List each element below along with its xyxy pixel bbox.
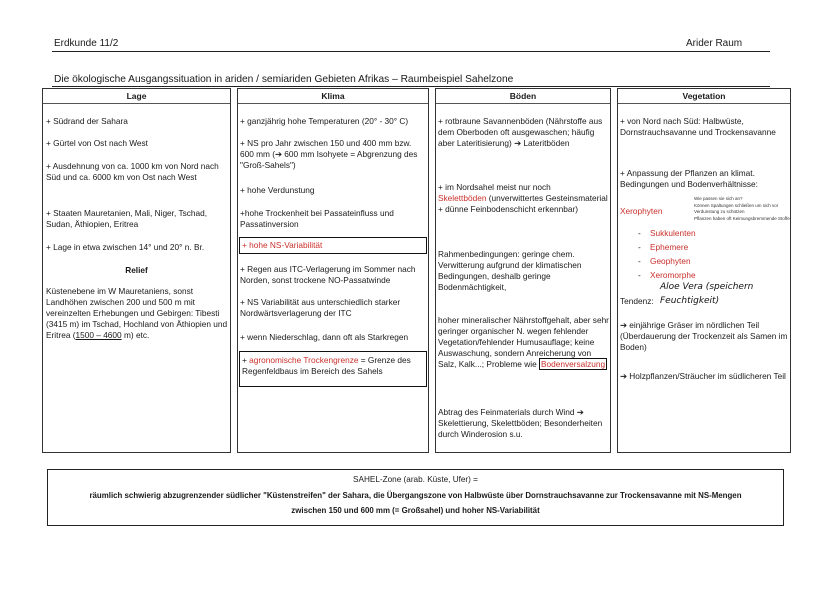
column-lage — [42, 88, 231, 453]
klima-item-7: + wenn Niederschlag, dann oft als Starkregen — [240, 332, 409, 342]
column-boeden — [435, 88, 611, 453]
title-rule — [52, 86, 770, 87]
klima-item-6: + NS Variabilität aus unterschiedlich starker Nordwärtsverlagerung der ITC — [240, 297, 401, 318]
lage-item-5: + Lage in etwa zwischen 14° und 20° n. Br. — [46, 242, 205, 252]
klima-item-2: + NS pro Jahr zwischen 150 und 400 mm bzw. 600 mm (➔ 600 mm Isohyete = Abgrenzung des "Groß-Sahels") — [240, 138, 418, 170]
sahel-definition-box — [47, 469, 784, 526]
boeden-item-2: + im Nordsahel meist nur noch Skelettböden (unverwittertes Gesteinsmaterial + dünne Feinbodenschicht erkennbar) — [438, 182, 608, 214]
dash-item-4: - Xeromorphe — [638, 270, 696, 280]
xerophyten-term: Xerophyten — [620, 206, 663, 216]
sahel-line-3: zwischen 150 und 600 mm (= Großsahel) und hoher NS-Variabilität — [291, 506, 540, 515]
column-heading-lage: Lage — [43, 89, 230, 104]
topic-label: Arider Raum — [686, 38, 743, 49]
header-rule — [52, 51, 770, 52]
tendenz-handwritten: Feuchtigkeit) — [660, 296, 720, 306]
boeden-abtrag: Abtrag des Feinmaterials durch Wind ➔ Skelettierung, Skelettböden; Besonderheiten durch Winderosion s.u. — [438, 407, 603, 439]
relief-heading: Relief — [125, 265, 148, 275]
sahel-line-2: räumlich schwierig abzugrenzender südlicher "Küstenstreifen" der Sahara, die Übergangszone von Halbwüste über Dornstrauchsavanne zur Trockensavanne mit NS-Mengen — [89, 491, 742, 500]
lage-item-4: + Staaten Mauretanien, Mali, Niger, Tschad, Sudan, Äthiopien, Eritrea — [46, 208, 208, 229]
lage-item-2: + Gürtel von Ost nach West — [46, 138, 148, 148]
klima-item-1: + ganzjährig hohe Temperaturen (20° - 30° C) — [240, 116, 409, 126]
page-title: Die ökologische Ausgangssituation in ariden / semiariden Gebieten Afrikas – Raumbeispiel Sahelzone — [54, 74, 514, 85]
klima-item-4: +hohe Trockenheit bei Passateinfluss und Passatinversion — [240, 208, 394, 229]
skelettboeden-term: Skelettböden — [438, 193, 487, 203]
column-heading-klima: Klima — [238, 89, 428, 104]
tendenz-label: Tendenz: — [620, 296, 654, 306]
boeden-item-1: + rotbraune Savannenböden (Nährstoffe aus dem Oberboden oft ausgewaschen; häufig aber Lateritisierung) ➔ Lateritböden — [438, 116, 603, 148]
boeden-hoher: hoher mineralischer Nährstoffgehalt, aber sehr geringer organischer N. wegen fehlender Vegetation/fehlender Humusauflage; keine Auswaschung, sondern Anreicherung von Salz, Kalk...; Probleme wie Bodenversalzung — [438, 315, 609, 369]
vegetation-item-3: ➔ einjährige Gräser im nördlichen Teil (Überdauerung der Trockenzeit als Samen im Boden) — [620, 320, 788, 352]
lage-item-1: + Südrand der Sahara — [46, 116, 128, 126]
dash-item-1: - Sukkulenten — [638, 228, 696, 238]
klima-item-3: + hohe Verdunstung — [240, 185, 315, 195]
lage-item-3: + Ausdehnung von ca. 1000 km von Nord nach Süd und ca. 6000 km von Ost nach West — [46, 161, 219, 182]
vegetation-item-1: + von Nord nach Süd: Halbwüste, Dornstrauchsavanne und Trockensavanne — [620, 116, 776, 137]
column-klima — [237, 88, 429, 453]
bodenversalzung-term: Bodenversalzung — [541, 359, 606, 369]
vegetation-item-2: + Anpassung der Pflanzen an klimat. Bedingungen und Bodenverhältnisse: — [620, 168, 758, 189]
column-heading-boeden: Böden — [436, 89, 610, 104]
vegetation-note-2: Können Spaltungen schließen um sich vor Verdunstung zu schützen — [694, 203, 779, 214]
subject-label: Erdkunde 11/2 — [54, 38, 119, 49]
klima-item-5: + Regen aus ITC-Verlagerung im Sommer nach Norden, sonst trockene NO-Passatwinde — [240, 264, 416, 285]
boeden-rahmen: Rahmenbedingungen: geringe chem. Verwitterung aufgrund der klimatischen Bedingungen, deshalb geringe Bodenmächtigkeit, — [438, 249, 582, 292]
sahel-line-1: SAHEL-Zone (arab. Küste, Ufer) = — [353, 475, 478, 484]
klima-boxed-variability: + hohe NS-Variabilität — [239, 237, 427, 254]
dash-item-3: - Geophyten — [638, 256, 691, 266]
vegetation-note-3: Pflanzen haben oft Keimungsbremmende Stoffe — [694, 216, 790, 221]
column-heading-vegetation: Vegetation — [618, 89, 790, 104]
dash-item-2: - Ephemere — [638, 242, 689, 252]
relief-text: Küstenebene im W Mauretaniens, sonst Landhöhen zwischen 200 und 500 m mit vereinzelten Erhebungen und Gebirgen: Tibesti (3415 m) im Tschad, Hochland von Äthiopien und Eritrea (1500 – 4600 m) etc. — [46, 286, 228, 340]
vegetation-item-4: ➔ Holzpflanzen/Sträucher im südlicheren Teil — [620, 371, 786, 381]
klima-boxed-trockengrenze: + agronomische Trockengrenze = Grenze des Regenfeldbaus im Bereich des Sahels — [239, 351, 427, 387]
relief-altitude-range: 1500 – 4600 — [75, 330, 122, 340]
aloe-handwritten: Aloe Vera (speichern — [660, 282, 754, 292]
vegetation-note-1: Wie passen sie sich an? — [694, 196, 743, 201]
column-vegetation — [617, 88, 791, 453]
